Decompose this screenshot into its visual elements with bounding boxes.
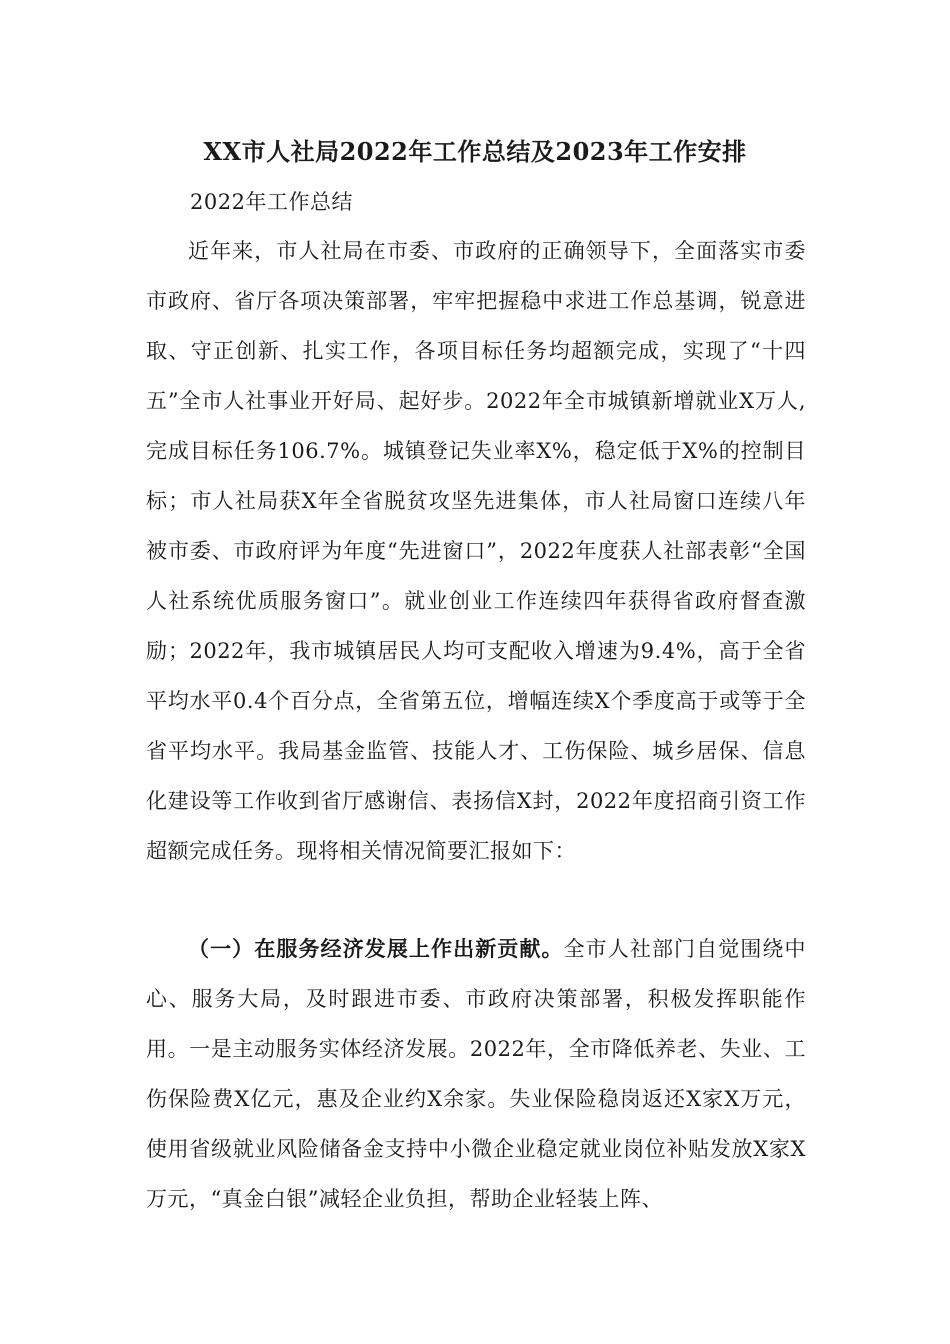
section-heading: 2022年工作总结 xyxy=(190,190,353,214)
paragraph-lead-heading: （一）在服务经济发展上作出新贡献。 xyxy=(188,936,564,961)
paragraph-economic-contribution xyxy=(146,924,806,1224)
document-title: XX市人社局2022年工作总结及2023年工作安排 xyxy=(203,137,747,166)
paragraph-summary: 近年来，市人社局在市委、市政府的正确领导下，全面落实市委市政府、省厅各项决策部署，牢牢把握稳中求进工作总基调，锐意进取、守正创新、扎实工作，各项目标任务均超额完成，实现了“十四五”全市人社事业开好局、起好步。2022年全市城镇新增就业X万人,完成目标任务106.7%。城镇登记失业率X%，稳定低于X%的控制目标；市人社局获X年全省脱贫攻坚先进集体，市人社局窗口连续八年被市委、市政府评为年度“先进窗口”，2022年度获人社部表彰“全国人社系统优质服务窗口”。就业创业工作连续四年获得省政府督查激励；2022年，我市城镇居民人均可支配收入增速为9.4%，高于全省平均水平0.4个百分点，全省第五位，增幅连续X个季度高于或等于全省平均水平。我局基金监管、技能人才、工伤保险、城乡居保、信息化建设等工作收到省厅感谢信、表扬信X封，2022年度招商引资工作超额完成任务。现将相关情况简要汇报如下： xyxy=(146,239,806,863)
paragraph-body-text: 全市人社部门自觉围绕中心、服务大局，及时跟进市委、市政府决策部署，积极发挥职能作用。一是主动服务实体经济发展。2022年，全市降低养老、失业、工伤保险费X亿元，惠及企业约X余家。失业保险稳岗返还X家X万元，使用省级就业风险储备金支持中小微企业稳定就业岗位补贴发放X家X万元，“真金白银”减轻企业负担，帮助企业轻装上阵、 xyxy=(146,937,807,1211)
